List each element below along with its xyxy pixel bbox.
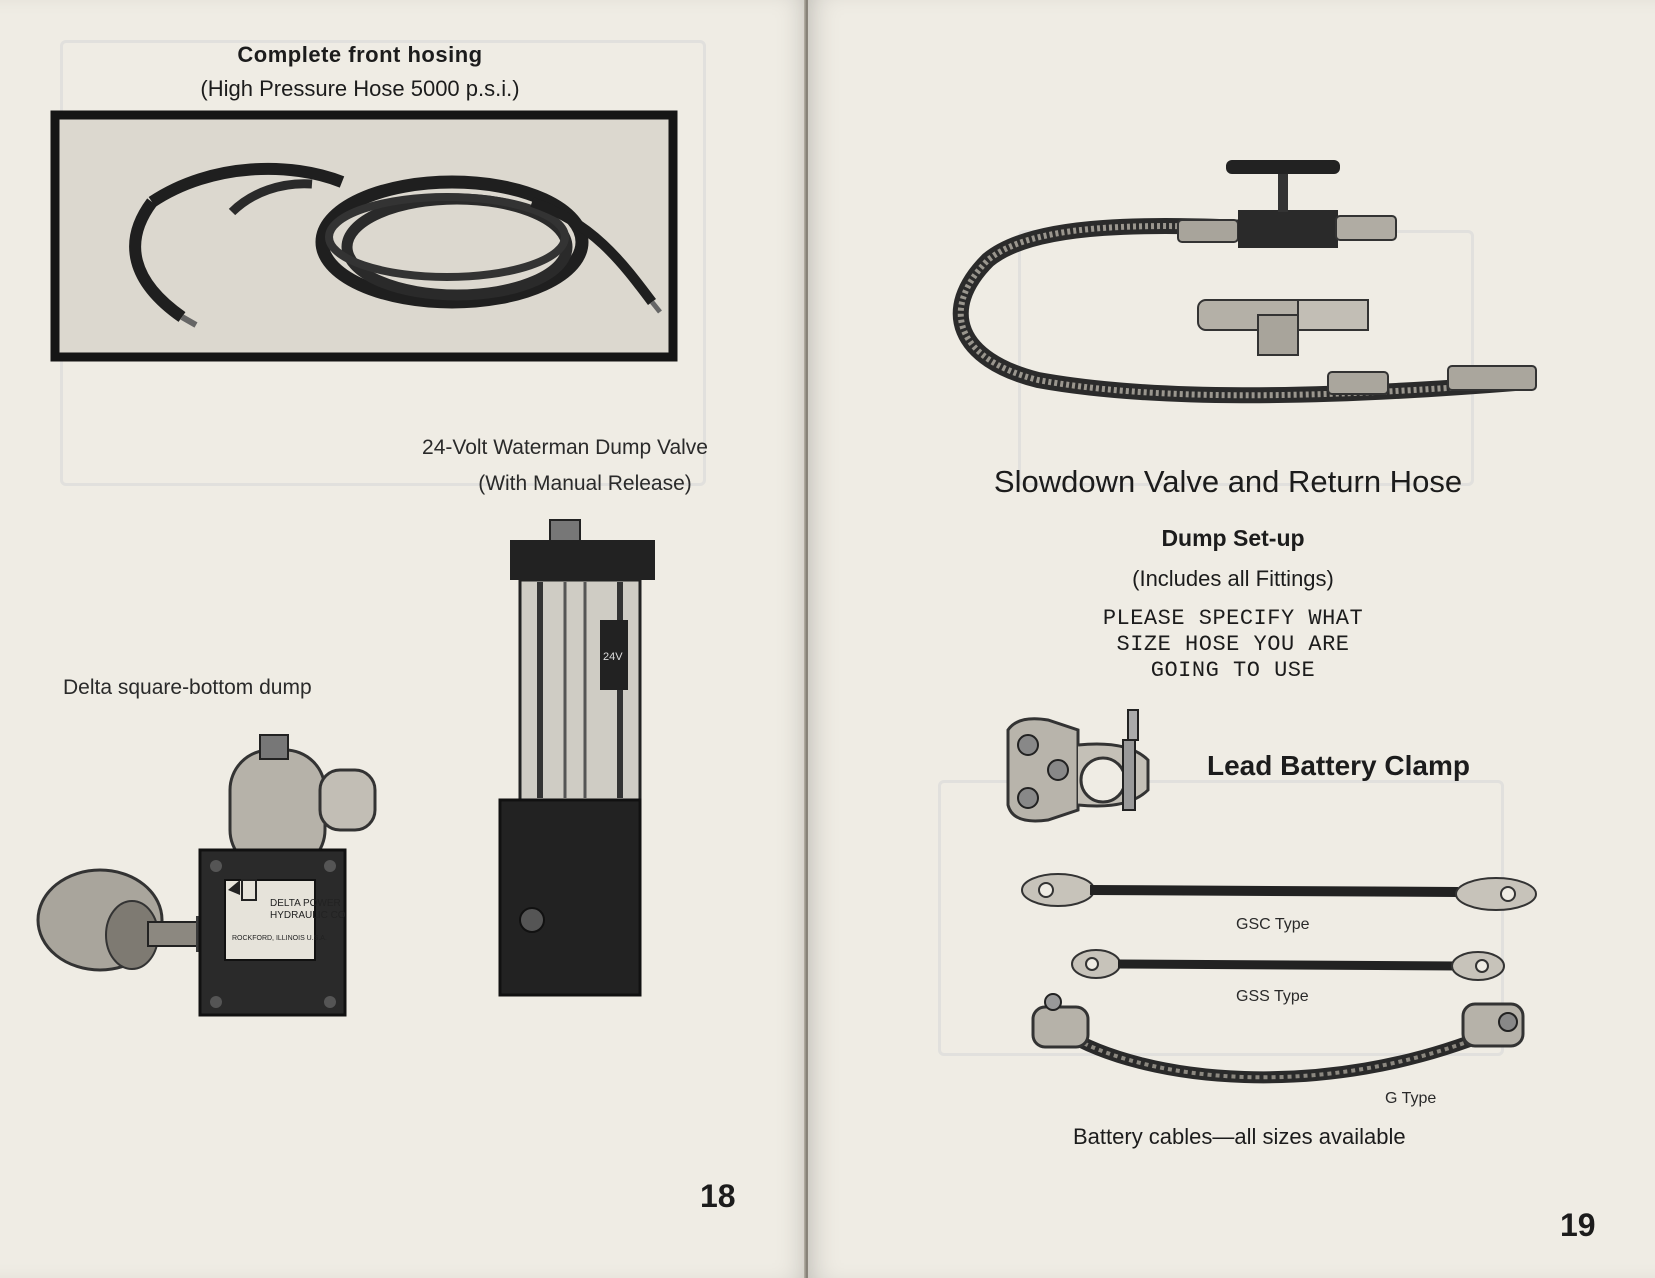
delta-label-line3: ROCKFORD, ILLINOIS U.S.A. — [232, 935, 327, 942]
waterman-valve-photo — [490, 520, 670, 1000]
gss-cable-photo — [1070, 946, 1510, 986]
page-19 — [808, 0, 1655, 1278]
specify-line1: PLEASE SPECIFY WHAT — [1102, 606, 1364, 631]
waterman-caption-line2: (With Manual Release) — [478, 472, 692, 495]
delta-label-line2: HYDRAULIC CO — [270, 910, 346, 921]
gsc-label: GSC Type — [1236, 916, 1310, 933]
slowdown-heading: Slowdown Valve and Return Hose — [993, 464, 1463, 499]
delta-caption: Delta square-bottom dump — [63, 676, 312, 699]
dump-setup-title: Dump Set-up — [1161, 525, 1305, 551]
gsc-cable-photo — [1018, 872, 1538, 922]
hose-photo — [52, 112, 676, 360]
gss-label: GSS Type — [1236, 988, 1309, 1005]
hosing-subtitle: (High Pressure Hose 5000 p.s.i.) — [200, 76, 520, 101]
hosing-title: Complete front hosing — [237, 42, 483, 67]
slowdown-valve-photo — [808, 150, 1655, 430]
page-18 — [0, 0, 808, 1278]
battery-clamp-photo — [998, 710, 1173, 830]
g-cable-photo — [1023, 992, 1543, 1102]
specify-line3: GOING TO USE — [1150, 658, 1316, 683]
waterman-tag: 24V — [603, 651, 623, 663]
dump-setup-sub: (Includes all Fittings) — [1132, 566, 1334, 591]
delta-label-line1: DELTA POWER — [270, 898, 341, 909]
delta-valve-photo — [20, 730, 360, 1020]
cables-caption: Battery cables—all sizes available — [1073, 1124, 1406, 1149]
g-label: G Type — [1385, 1090, 1437, 1107]
clamp-heading: Lead Battery Clamp — [1207, 750, 1470, 781]
specify-line2: SIZE HOSE YOU ARE — [1116, 632, 1350, 657]
page-number-18: 18 — [700, 1178, 736, 1214]
waterman-caption-line1: 24-Volt Waterman Dump Valve — [422, 436, 708, 459]
page-number-19: 19 — [1560, 1207, 1596, 1243]
